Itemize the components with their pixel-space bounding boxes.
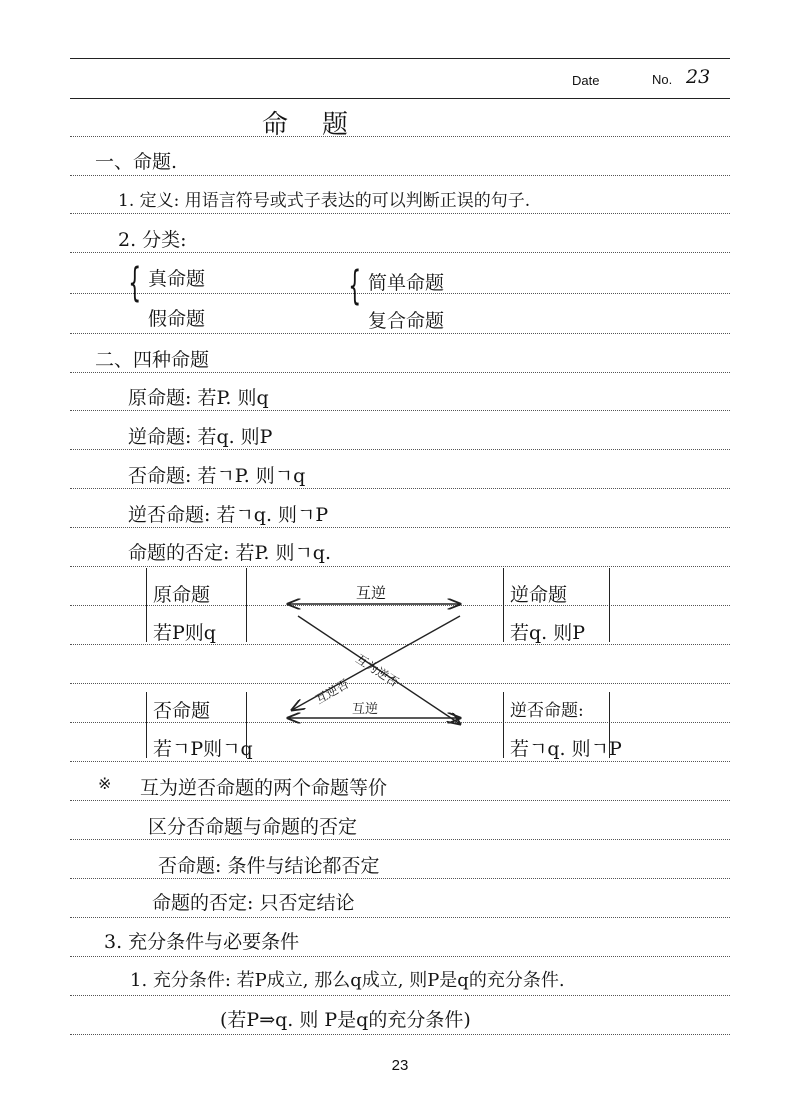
classification-heading: 2. 分类: (118, 229, 187, 251)
box-original-form: 若P则q (153, 622, 216, 644)
definition-text: 1. 定义: 用语言符号或式子表达的可以判断正误的句子. (118, 191, 531, 211)
compound-proposition: 复合命题 (368, 310, 445, 332)
label-diagonal-1: 互为逆否 (353, 651, 402, 690)
brace-right: { (348, 263, 362, 309)
converse-proposition-line: 逆命题: 若q. 则P (128, 426, 273, 448)
original-proposition-line: 原命题: 若P. 则q (128, 387, 269, 409)
section-1-heading: 一、命题. (95, 151, 178, 173)
label-bottom-converse: 互逆 (352, 702, 379, 717)
sufficient-condition-line: 1. 充分条件: 若P成立, 那么q成立, 则P是q的充分条件. (130, 970, 565, 991)
section-3-heading: 3. 充分条件与必要条件 (104, 931, 300, 953)
true-proposition: 真命题 (148, 268, 206, 290)
inverse-proposition-line: 否命题: 若ㄱP. 则ㄱq (128, 465, 306, 487)
box-converse-name: 逆命题 (510, 584, 568, 606)
note-line-3: 否命题: 条件与结论都否定 (158, 855, 380, 877)
box-converse-form: 若q. 则P (510, 622, 586, 644)
box-contrapositive-name: 逆否命题: (510, 701, 584, 721)
number-value: 23 (686, 66, 711, 88)
note-line-4: 命题的否定: 只否定结论 (152, 892, 355, 914)
note-line-2: 区分否命题与命题的否定 (148, 816, 358, 838)
date-label: Date (572, 73, 600, 88)
note-line-1: 互为逆否命题的两个命题等价 (140, 777, 388, 799)
page-number: 23 (391, 1057, 409, 1074)
note-marker: ※ (98, 774, 112, 793)
box-original-name: 原命题 (153, 584, 211, 606)
section-2-heading: 二、四种命题 (95, 349, 210, 371)
false-proposition: 假命题 (148, 308, 206, 330)
box-inverse-name: 否命题 (153, 700, 211, 722)
brace-left: { (128, 260, 142, 306)
simple-proposition: 简单命题 (368, 272, 445, 294)
sufficient-condition-note: (若P⇒q. 则 P是q的充分条件) (220, 1009, 471, 1031)
page-title: 命题 (262, 110, 383, 140)
box-contrapositive-form: 若ㄱq. 则ㄱP (510, 738, 622, 760)
box-inverse-form: 若ㄱP则ㄱq (153, 738, 253, 760)
negation-line: 命题的否定: 若P. 则ㄱq. (128, 542, 332, 564)
label-top-converse: 互逆 (356, 584, 387, 602)
label-diagonal-2: 互逆否 (313, 676, 352, 707)
number-label: No. (652, 72, 673, 87)
contrapositive-proposition-line: 逆否命题: 若ㄱq. 则ㄱP (128, 504, 329, 526)
